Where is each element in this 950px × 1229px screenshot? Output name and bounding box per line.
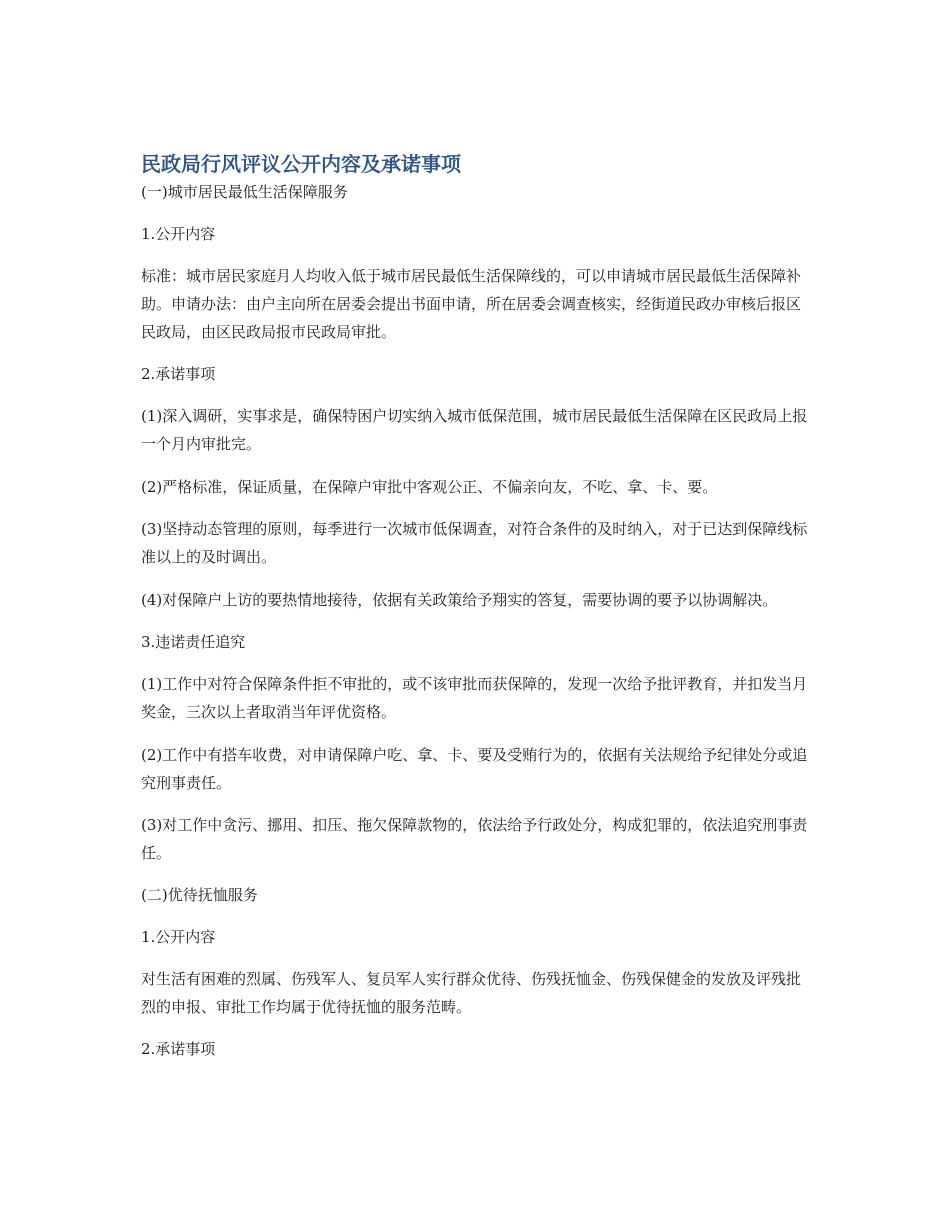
paragraph: (4)对保障户上访的要热情地接待，依据有关政策给予翔实的答复，需要协调的要予以协调解决。 bbox=[141, 591, 778, 609]
document-page bbox=[141, 150, 813, 1063]
paragraph: (1)深入调研，实事求是，确保特困户切实纳入城市低保范围，城市居民最低生活保障在区民政局上报一个月内审批完。 bbox=[141, 407, 808, 453]
subheading: 2.承诺事项 bbox=[141, 1040, 216, 1058]
paragraph: 标准：城市居民家庭月人均收入低于城市居民最低生活保障线的，可以申请城市居民最低生活保障补助。申请办法：由户主向所在居委会提出书面申请，所在居委会调查核实，经街道民政办审核后报区民政局，由区民政局报市民政局审批。 bbox=[141, 267, 802, 341]
subheading: 2.承诺事项 bbox=[141, 365, 216, 383]
document-title: 民政局行风评议公开内容及承诺事项 bbox=[141, 152, 461, 176]
section-heading: (二)优待抚恤服务 bbox=[141, 886, 258, 904]
subheading: 1.公开内容 bbox=[141, 928, 216, 946]
paragraph: (2)工作中有搭车收费，对申请保障户吃、拿、卡、要及受贿行为的，依据有关法规给予纪律处分或追究刑事责任。 bbox=[141, 746, 808, 792]
subheading: 3.违诺责任追究 bbox=[141, 633, 246, 651]
paragraph: 对生活有困难的烈属、伤残军人、复员军人实行群众优待、伤残抚恤金、伤残保健金的发放及评残批烈的申报、审批工作均属于优待抚恤的服务范畴。 bbox=[141, 970, 802, 1016]
section-heading: (一)城市居民最低生活保障服务 bbox=[141, 183, 348, 201]
paragraph: (3)坚持动态管理的原则，每季进行一次城市低保调查，对符合条件的及时纳入，对于已达到保障线标准以上的及时调出。 bbox=[141, 520, 808, 566]
subheading: 1.公开内容 bbox=[141, 225, 216, 243]
paragraph: (3)对工作中贪污、挪用、扣压、拖欠保障款物的，依法给予行政处分，构成犯罪的，依法追究刑事责任。 bbox=[141, 816, 808, 862]
paragraph: (2)严格标准，保证质量，在保障户审批中客观公正、不偏亲向友，不吃、拿、卡、要。 bbox=[141, 478, 718, 496]
paragraph: (1)工作中对符合保障条件拒不审批的，或不该审批而获保障的，发现一次给予批评教育，并扣发当月奖金，三次以上者取消当年评优资格。 bbox=[141, 675, 808, 721]
